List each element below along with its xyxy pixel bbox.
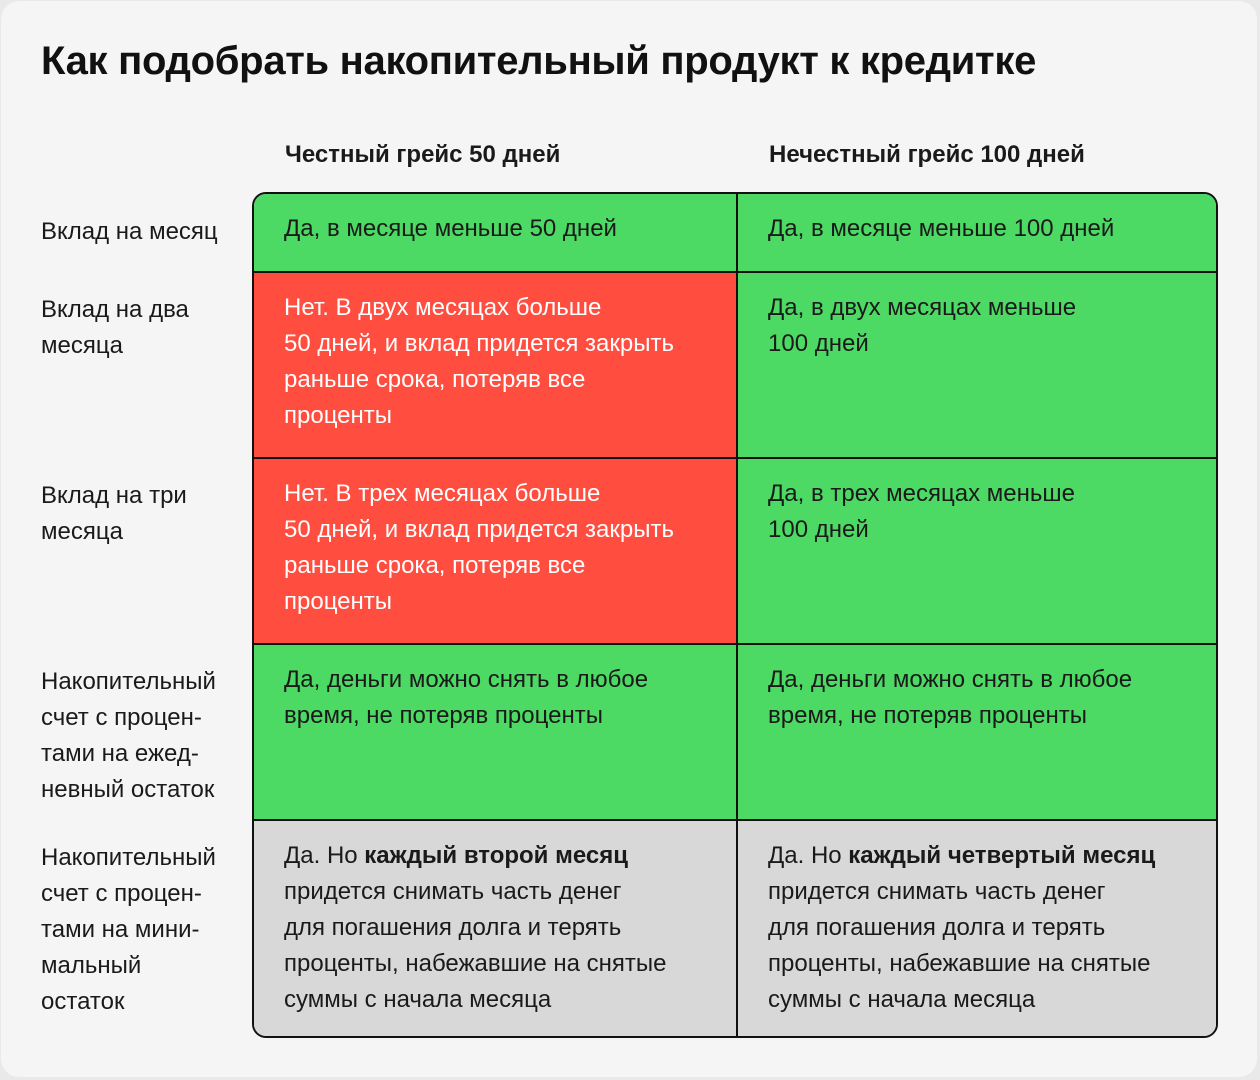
cell-text [768, 662, 1210, 734]
row-label-deposit-two-months [41, 292, 246, 364]
cell-line: Да, в двух месяцах меньше [768, 294, 1077, 321]
cell-line: Нет. В трех месяцах больше [284, 480, 601, 507]
cell-text [284, 662, 728, 734]
cell-text-bold: каждый четвертый месяц [848, 842, 1156, 869]
cell-line: проценты [284, 588, 393, 615]
cell-text [284, 290, 728, 434]
cell-line: Да, в трех месяцах меньше [768, 480, 1075, 507]
cell-line: 100 дней [768, 330, 869, 357]
row-label-line: невный остаток [41, 776, 215, 803]
cell-savings-min-dishonest [738, 821, 1218, 1038]
row-label-line: месяца [41, 518, 123, 545]
cell-line: придется снимать часть денег [284, 878, 622, 905]
row-label-line: тами на ежед- [41, 740, 199, 767]
cell-line: проценты [284, 402, 393, 429]
row-label-line: тами на мини- [41, 916, 200, 943]
cell-line: 50 дней, и вклад придется закрыть [284, 516, 674, 543]
cell-text-plain: Да. Но [284, 842, 365, 869]
cell-line: для погашения долга и терять [284, 914, 622, 941]
row-label-line: Вклад на месяц [41, 218, 218, 245]
row-label-deposit-three-months [41, 478, 246, 550]
row-label-line: Накопительный [41, 844, 216, 871]
row-label-line: счет с процен- [41, 704, 202, 731]
row-label-line: Вклад на три [41, 482, 187, 509]
column-header-dishonest-grace: Нечестный грейс 100 дней [769, 141, 1085, 168]
row-label-line: Вклад на два [41, 296, 189, 323]
cell-line: 100 дней [768, 516, 869, 543]
comparison-grid [252, 192, 1218, 1038]
row-label-savings-daily-balance [41, 664, 246, 808]
cell-deposit-month-honest [254, 194, 736, 271]
cell-line: время, не потеряв проценты [768, 702, 1087, 729]
cell-line: Да, деньги можно снять в любое [768, 666, 1133, 693]
cell-deposit-three-months-dishonest [738, 459, 1218, 643]
cell-line: проценты, набежавшие на снятые [284, 950, 667, 977]
cell-text [284, 838, 728, 1018]
row-label-line: остаток [41, 988, 125, 1015]
cell-deposit-month-dishonest [738, 194, 1218, 271]
cell-text [768, 838, 1210, 1018]
cell-line: Да, в месяце меньше 100 дней [768, 215, 1115, 242]
cell-text-bold: каждый второй месяц [364, 842, 628, 869]
cell-text [284, 211, 728, 247]
cell-text [768, 211, 1210, 247]
column-header-honest-grace: Честный грейс 50 дней [285, 141, 561, 168]
grid-divider-horizontal [254, 819, 1216, 821]
cell-line: Да, в месяце меньше 50 дней [284, 215, 617, 242]
row-label-line: Накопительный [41, 668, 216, 695]
row-label-line: месяца [41, 332, 123, 359]
cell-deposit-three-months-honest [254, 459, 736, 643]
cell-text-plain: Да. Но [768, 842, 849, 869]
cell-line: придется снимать часть денег [768, 878, 1106, 905]
row-label-deposit-month [41, 214, 246, 250]
grid-divider-horizontal [254, 271, 1216, 273]
cell-line: раньше срока, потеряв все [284, 552, 586, 579]
cell-savings-daily-honest [254, 645, 736, 819]
cell-line: суммы с начала месяца [284, 986, 552, 1013]
grid-divider-horizontal [254, 643, 1216, 645]
cell-text [768, 476, 1210, 548]
cell-line: раньше срока, потеряв все [284, 366, 586, 393]
cell-line: суммы с начала месяца [768, 986, 1036, 1013]
cell-line: Нет. В двух месяцах больше [284, 294, 602, 321]
cell-line [768, 838, 1210, 874]
cell-line: 50 дней, и вклад придется закрыть [284, 330, 674, 357]
cell-line [284, 838, 728, 874]
cell-savings-daily-dishonest [738, 645, 1218, 819]
cell-line: проценты, набежавшие на снятые [768, 950, 1151, 977]
cell-line: время, не потеряв проценты [284, 702, 603, 729]
row-label-line: счет с процен- [41, 880, 202, 907]
cell-deposit-two-months-honest [254, 273, 736, 457]
cell-savings-min-honest [254, 821, 736, 1038]
row-label-savings-min-balance [41, 840, 246, 1020]
page-title: Как подобрать накопительный продукт к кредитке [41, 39, 1037, 83]
cell-line: для погашения долга и терять [768, 914, 1106, 941]
cell-text [768, 290, 1210, 362]
grid-divider-vertical [736, 194, 738, 1036]
cell-line: Да, деньги можно снять в любое [284, 666, 649, 693]
cell-text [284, 476, 728, 620]
grid-divider-horizontal [254, 457, 1216, 459]
cell-deposit-two-months-dishonest [738, 273, 1218, 457]
row-label-line: мальный [41, 952, 142, 979]
